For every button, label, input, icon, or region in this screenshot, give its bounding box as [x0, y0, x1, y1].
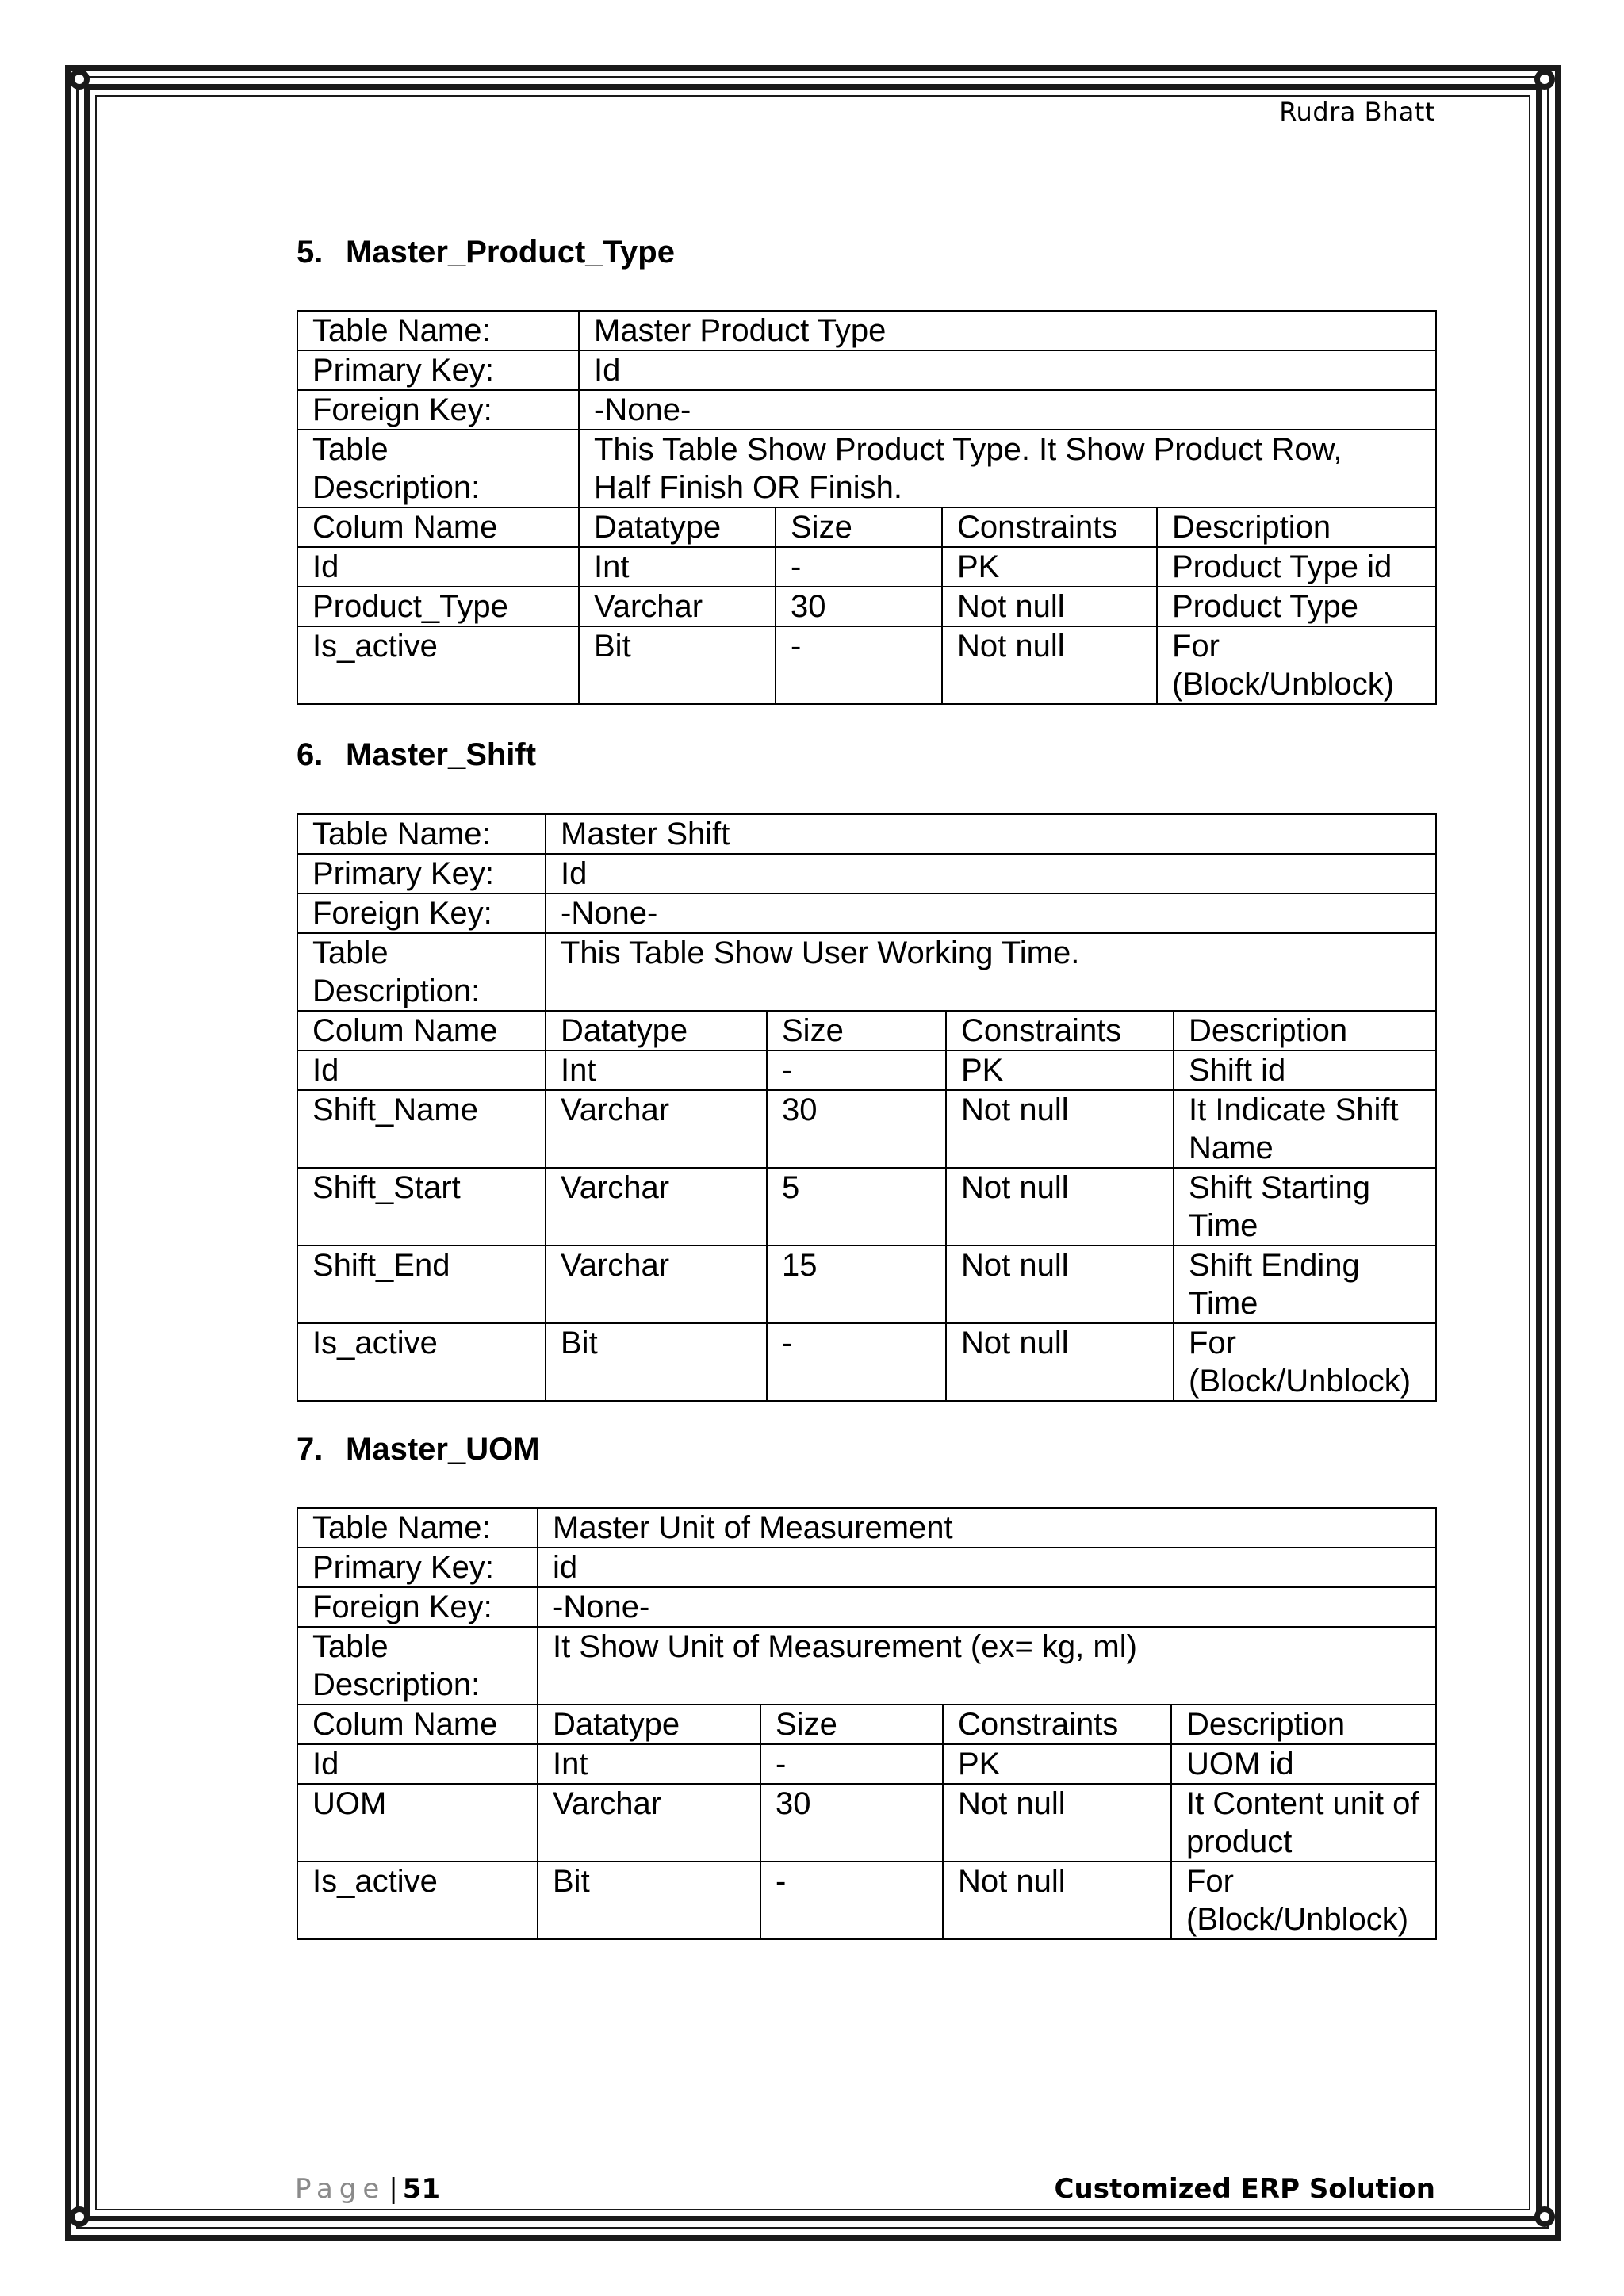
table-master-uom — [297, 1507, 1437, 1940]
corner-ornament-icon — [69, 69, 90, 90]
table-cell: Varchar — [538, 1784, 760, 1862]
table-row — [297, 933, 1436, 1011]
meta-value: This Table Show Product Type. It Show Product Row, Half Finish OR Finish. — [579, 430, 1436, 507]
table-row — [297, 854, 1436, 894]
meta-value: Master Shift — [546, 814, 1436, 854]
table-cell: - — [767, 1323, 946, 1401]
column-header: Size — [776, 507, 942, 547]
table-cell: Id — [297, 547, 579, 587]
meta-value: -None- — [546, 894, 1436, 933]
section-heading — [297, 737, 536, 773]
table-row — [297, 814, 1436, 854]
table-cell: - — [760, 1862, 943, 1939]
table-row — [297, 390, 1436, 430]
table-row — [297, 894, 1436, 933]
table-cell: Not null — [946, 1323, 1174, 1401]
section-title: Master_UOM — [346, 1432, 540, 1467]
table-cell: Int — [538, 1744, 760, 1784]
footer-doc-title: Customized ERP Solution — [1054, 2173, 1435, 2205]
section-heading — [297, 235, 675, 270]
table-cell: Shift_End — [297, 1246, 546, 1323]
table-cell: Product Type id — [1157, 547, 1436, 587]
table-cell: Product_Type — [297, 587, 579, 626]
table-row — [297, 1323, 1436, 1401]
meta-value: Master Product Type — [579, 311, 1436, 350]
table-row — [297, 547, 1436, 587]
meta-value: Id — [546, 854, 1436, 894]
table-cell: Not null — [943, 1784, 1171, 1862]
table-row — [297, 430, 1436, 507]
meta-label: Foreign Key: — [297, 390, 579, 430]
meta-label: Table Name: — [297, 311, 579, 350]
table-row — [297, 1784, 1436, 1862]
column-header: Constraints — [943, 1705, 1171, 1744]
table-cell: PK — [943, 1744, 1171, 1784]
section-heading — [297, 1432, 540, 1468]
table-cell: Shift Ending Time — [1174, 1246, 1436, 1323]
column-header: Description — [1157, 507, 1436, 547]
footer-page-number — [295, 2173, 440, 2205]
table-cell: Bit — [546, 1323, 767, 1401]
column-header: Size — [767, 1011, 946, 1050]
table-cell: Not null — [942, 587, 1157, 626]
table-row — [297, 1627, 1436, 1705]
table-cell: UOM id — [1171, 1744, 1436, 1784]
meta-label: Table Name: — [297, 1508, 538, 1548]
table-cell: Varchar — [546, 1090, 767, 1168]
table-cell: Id — [297, 1050, 546, 1090]
meta-value: Id — [579, 350, 1436, 390]
table-row — [297, 1508, 1436, 1548]
table-row — [297, 311, 1436, 350]
meta-label: Table Description: — [297, 430, 579, 507]
table-cell: - — [776, 547, 942, 587]
table-cell: 15 — [767, 1246, 946, 1323]
meta-label: Primary Key: — [297, 350, 579, 390]
section-number: 5. — [297, 235, 324, 270]
meta-value: -None- — [538, 1587, 1436, 1627]
table-cell: Not null — [946, 1246, 1174, 1323]
table-cell: Id — [297, 1744, 538, 1784]
table-cell: Varchar — [546, 1246, 767, 1323]
section-number: 7. — [297, 1432, 324, 1467]
meta-label: Primary Key: — [297, 854, 546, 894]
meta-value: This Table Show User Working Time. — [546, 933, 1436, 1011]
table-row — [297, 1862, 1436, 1939]
table-cell: 5 — [767, 1168, 946, 1246]
column-header-row — [297, 1011, 1436, 1050]
meta-label: Table Description: — [297, 933, 546, 1011]
column-header: Colum Name — [297, 507, 579, 547]
table-cell: Not null — [943, 1862, 1171, 1939]
section-title: Master_Product_Type — [346, 235, 675, 270]
table-cell: Shift id — [1174, 1050, 1436, 1090]
column-header: Datatype — [579, 507, 776, 547]
table-cell: Bit — [538, 1862, 760, 1939]
footer-separator: | — [389, 2173, 398, 2205]
table-master-shift — [297, 813, 1437, 1402]
table-cell: - — [767, 1050, 946, 1090]
table-row — [297, 1548, 1436, 1587]
table-row — [297, 1744, 1436, 1784]
column-header: Constraints — [942, 507, 1157, 547]
column-header: Datatype — [546, 1011, 767, 1050]
meta-value: It Show Unit of Measurement (ex= kg, ml) — [538, 1627, 1436, 1705]
column-header-row — [297, 507, 1436, 547]
table-cell: Not null — [942, 626, 1157, 704]
footer-page-value: 51 — [402, 2173, 441, 2205]
meta-value: id — [538, 1548, 1436, 1587]
table-row — [297, 1587, 1436, 1627]
meta-value: -None- — [579, 390, 1436, 430]
table-cell: Int — [546, 1050, 767, 1090]
table-cell: - — [776, 626, 942, 704]
table-cell: It Content unit of product — [1171, 1784, 1436, 1862]
table-row — [297, 1168, 1436, 1246]
column-header-row — [297, 1705, 1436, 1744]
table-cell: For (Block/Unblock) — [1171, 1862, 1436, 1939]
meta-label: Primary Key: — [297, 1548, 538, 1587]
meta-value: Master Unit of Measurement — [538, 1508, 1436, 1548]
table-cell: For (Block/Unblock) — [1157, 626, 1436, 704]
table-cell: - — [760, 1744, 943, 1784]
corner-ornament-icon — [1534, 2206, 1555, 2227]
table-cell: 30 — [767, 1090, 946, 1168]
table-cell: Shift_Name — [297, 1090, 546, 1168]
table-cell: It Indicate Shift Name — [1174, 1090, 1436, 1168]
column-header: Constraints — [946, 1011, 1174, 1050]
table-row — [297, 626, 1436, 704]
table-cell: 30 — [760, 1784, 943, 1862]
table-cell: Int — [579, 547, 776, 587]
table-cell: UOM — [297, 1784, 538, 1862]
meta-label: Foreign Key: — [297, 894, 546, 933]
footer-page-label: Page — [295, 2173, 386, 2205]
column-header: Description — [1174, 1011, 1436, 1050]
table-cell: PK — [942, 547, 1157, 587]
column-header: Datatype — [538, 1705, 760, 1744]
meta-label: Table Description: — [297, 1627, 538, 1705]
table-cell: Is_active — [297, 1323, 546, 1401]
section-title: Master_Shift — [346, 737, 537, 772]
table-row — [297, 1246, 1436, 1323]
column-header: Size — [760, 1705, 943, 1744]
table-cell: Shift_Start — [297, 1168, 546, 1246]
table-cell: Product Type — [1157, 587, 1436, 626]
column-header: Colum Name — [297, 1705, 538, 1744]
table-cell: Shift Starting Time — [1174, 1168, 1436, 1246]
table-cell: Varchar — [546, 1168, 767, 1246]
table-row — [297, 587, 1436, 626]
table-row — [297, 1050, 1436, 1090]
section-number: 6. — [297, 737, 324, 772]
table-cell: Not null — [946, 1090, 1174, 1168]
table-row — [297, 1090, 1436, 1168]
meta-label: Foreign Key: — [297, 1587, 538, 1627]
table-cell: Is_active — [297, 1862, 538, 1939]
table-cell: 30 — [776, 587, 942, 626]
header-author: Rudra Bhatt — [1279, 97, 1435, 127]
table-cell: PK — [946, 1050, 1174, 1090]
column-header: Description — [1171, 1705, 1436, 1744]
table-cell: Bit — [579, 626, 776, 704]
meta-label: Table Name: — [297, 814, 546, 854]
table-cell: Not null — [946, 1168, 1174, 1246]
column-header: Colum Name — [297, 1011, 546, 1050]
table-master-product-type — [297, 310, 1437, 705]
corner-ornament-icon — [69, 2206, 90, 2227]
corner-ornament-icon — [1534, 69, 1555, 90]
table-cell: Is_active — [297, 626, 579, 704]
table-cell: For (Block/Unblock) — [1174, 1323, 1436, 1401]
table-cell: Varchar — [579, 587, 776, 626]
table-row — [297, 350, 1436, 390]
